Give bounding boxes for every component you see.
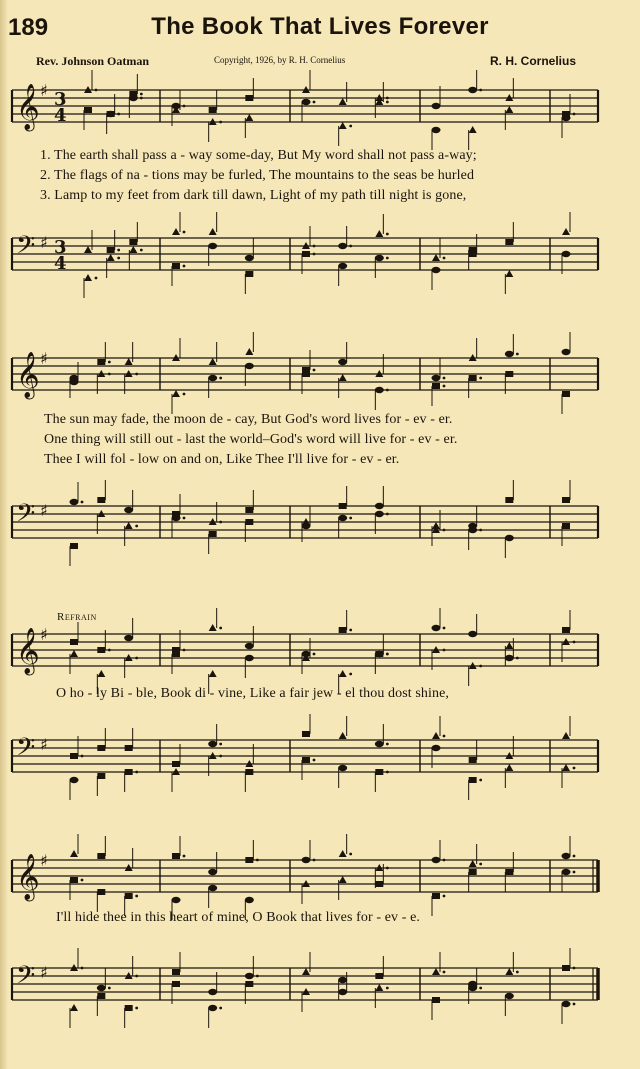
shape-note-head bbox=[469, 777, 477, 783]
shape-note-head bbox=[84, 107, 92, 113]
augmentation-dot bbox=[256, 975, 259, 978]
augmentation-dot bbox=[516, 657, 519, 660]
bass-staff bbox=[10, 958, 600, 1018]
augmentation-dot bbox=[117, 113, 120, 116]
shape-note-head bbox=[172, 103, 181, 109]
shape-note-head bbox=[209, 228, 217, 235]
hymn-title: The Book That Lives Forever bbox=[151, 13, 489, 40]
augmentation-dot bbox=[219, 377, 222, 380]
augmentation-dot bbox=[386, 389, 389, 392]
shape-note-head bbox=[245, 507, 253, 513]
shape-note-head bbox=[505, 270, 513, 277]
shape-note-head bbox=[302, 99, 311, 105]
refrain-label: Refrain bbox=[57, 611, 97, 623]
shape-note-head bbox=[432, 103, 441, 109]
shape-note-head bbox=[505, 968, 513, 975]
shape-note-head bbox=[432, 745, 441, 751]
augmentation-dot bbox=[183, 855, 186, 858]
shape-note-head bbox=[245, 519, 253, 525]
shape-note-head bbox=[97, 745, 105, 751]
shape-note-head bbox=[245, 114, 253, 121]
augmentation-dot bbox=[349, 517, 352, 520]
augmentation-dot bbox=[219, 521, 222, 524]
augmentation-dot bbox=[183, 265, 186, 268]
augmentation-dot bbox=[140, 97, 143, 100]
augmentation-dot bbox=[108, 987, 111, 990]
shape-note-head bbox=[124, 635, 133, 641]
shape-note-head bbox=[432, 127, 441, 133]
sharp-icon: ♯ bbox=[40, 963, 48, 982]
shape-note-head bbox=[505, 371, 513, 377]
augmentation-dot bbox=[313, 759, 316, 762]
shape-note-head bbox=[339, 374, 347, 381]
shape-note-head bbox=[339, 503, 347, 509]
shape-note-head bbox=[432, 254, 440, 261]
shape-note-head bbox=[302, 651, 311, 657]
verse-3-line-1: 3. Lamp to my feet from dark till dawn, Light of my path till night is gone, bbox=[40, 188, 467, 203]
shape-note-head bbox=[432, 625, 441, 631]
sharp-icon: ♯ bbox=[40, 625, 48, 644]
shape-note-head bbox=[505, 642, 513, 649]
augmentation-dot bbox=[443, 649, 446, 652]
bass-clef-icon: 𝄢 bbox=[16, 961, 36, 996]
shape-note-head bbox=[208, 243, 217, 249]
shape-note-head bbox=[97, 359, 105, 365]
augmentation-dot bbox=[135, 373, 138, 376]
augmentation-dot bbox=[135, 1007, 138, 1010]
augmentation-dot bbox=[313, 253, 316, 256]
shape-note-head bbox=[208, 989, 217, 995]
augmentation-dot bbox=[313, 369, 316, 372]
augmentation-dot bbox=[479, 665, 482, 668]
shape-note-head bbox=[432, 522, 440, 529]
shape-note-head bbox=[245, 643, 254, 649]
shape-note-head bbox=[245, 255, 254, 261]
verse-3-line-2: Thee I will fol - low on and on, Like Thee I'll live for - ev - er. bbox=[44, 452, 400, 467]
shape-note-head bbox=[375, 769, 383, 775]
sharp-icon: ♯ bbox=[40, 851, 48, 870]
augmentation-dot bbox=[349, 853, 352, 856]
treble-clef-icon: 𝄞 bbox=[16, 352, 40, 398]
shape-note-head bbox=[505, 655, 514, 661]
augmentation-dot bbox=[386, 987, 389, 990]
shape-note-head bbox=[338, 359, 347, 365]
shape-note-head bbox=[375, 387, 384, 393]
shape-note-head bbox=[562, 764, 570, 771]
shape-note-head bbox=[70, 650, 78, 657]
time-signature-top: 3 bbox=[54, 89, 67, 110]
shape-note-head bbox=[125, 893, 133, 899]
shape-note-head bbox=[129, 239, 137, 245]
shape-note-head bbox=[209, 358, 217, 365]
augmentation-dot bbox=[386, 867, 389, 870]
shape-note-head bbox=[468, 981, 477, 987]
shape-note-head bbox=[338, 515, 347, 521]
shape-note-head bbox=[172, 228, 180, 235]
augmentation-dot bbox=[573, 1003, 576, 1006]
augmentation-dot bbox=[219, 121, 222, 124]
augmentation-dot bbox=[219, 743, 222, 746]
augmentation-dot bbox=[573, 967, 576, 970]
shape-note-head bbox=[245, 973, 254, 979]
augmentation-dot bbox=[573, 641, 576, 644]
shape-note-head bbox=[505, 351, 514, 357]
augmentation-dot bbox=[183, 105, 186, 108]
bass-clef-icon: 𝄢 bbox=[16, 231, 36, 266]
shape-note-head bbox=[469, 757, 477, 763]
augmentation-dot bbox=[219, 1007, 222, 1010]
shape-note-head bbox=[97, 670, 105, 677]
augmentation-dot bbox=[443, 377, 446, 380]
shape-note-head bbox=[245, 769, 253, 775]
augmentation-dot bbox=[117, 249, 120, 252]
shape-note-head bbox=[469, 869, 477, 875]
shape-note-head bbox=[562, 115, 571, 121]
refrain-line-1: O ho - ly Bi - ble, Book di - vine, Like a fair jew - el thou dost shine, bbox=[56, 686, 450, 701]
shape-note-head bbox=[302, 857, 311, 863]
treble-staff bbox=[10, 624, 600, 684]
augmentation-dot bbox=[573, 871, 576, 874]
shape-note-head bbox=[70, 753, 78, 759]
composer: R. H. Cornelius bbox=[489, 54, 576, 68]
augmentation-dot bbox=[135, 895, 138, 898]
augmentation-dot bbox=[479, 89, 482, 92]
treble-staff bbox=[10, 850, 600, 910]
shape-note-head bbox=[208, 869, 217, 875]
augmentation-dot bbox=[386, 101, 389, 104]
shape-note-head bbox=[375, 881, 383, 887]
shape-note-head bbox=[209, 624, 217, 631]
shape-note-head bbox=[432, 857, 441, 863]
shape-note-head bbox=[125, 745, 133, 751]
augmentation-dot bbox=[95, 89, 98, 92]
shape-note-head bbox=[505, 497, 513, 503]
shape-note-head bbox=[97, 889, 105, 895]
shape-note-head bbox=[106, 111, 115, 117]
augmentation-dot bbox=[135, 771, 138, 774]
augmentation-dot bbox=[386, 257, 389, 260]
shape-note-head bbox=[375, 984, 383, 991]
augmentation-dot bbox=[140, 93, 143, 96]
shape-note-head bbox=[562, 869, 571, 875]
augmentation-dot bbox=[81, 967, 84, 970]
shape-note-head bbox=[505, 764, 513, 771]
augmentation-dot bbox=[135, 525, 138, 528]
augmentation-dot bbox=[573, 767, 576, 770]
shape-note-head bbox=[505, 993, 514, 999]
augmentation-dot bbox=[386, 97, 389, 100]
credits-line bbox=[36, 54, 576, 70]
augmentation-dot bbox=[443, 735, 446, 738]
shape-note-head bbox=[84, 246, 92, 253]
sharp-icon: ♯ bbox=[40, 735, 48, 754]
shape-note-head bbox=[107, 254, 115, 261]
shape-note-head bbox=[70, 1004, 78, 1011]
verse-1-line-1: 1. The earth shall pass a - way some-day, But My word shall not pass a-way; bbox=[40, 148, 477, 163]
augmentation-dot bbox=[573, 113, 576, 116]
shape-note-head bbox=[209, 531, 217, 537]
shape-note-head bbox=[70, 777, 79, 783]
augmentation-dot bbox=[386, 513, 389, 516]
augmentation-dot bbox=[117, 257, 120, 260]
shape-note-head bbox=[562, 251, 571, 257]
augmentation-dot bbox=[81, 755, 84, 758]
shape-note-head bbox=[172, 897, 181, 903]
augmentation-dot bbox=[108, 649, 111, 652]
shape-note-head bbox=[469, 126, 477, 133]
augmentation-dot bbox=[183, 649, 186, 652]
shape-note-head bbox=[245, 857, 253, 863]
shape-note-head bbox=[339, 122, 347, 129]
augmentation-dot bbox=[313, 245, 316, 248]
treble-staff bbox=[10, 80, 600, 140]
shape-note-head bbox=[70, 543, 78, 549]
shape-note-head bbox=[375, 503, 384, 509]
augmentation-dot bbox=[479, 779, 482, 782]
shape-note-head bbox=[125, 522, 133, 529]
hymn-number: 189 bbox=[8, 14, 49, 41]
augmentation-dot bbox=[479, 529, 482, 532]
refrain-line-2: I'll hide thee in this heart of mine, O Book that lives for - ev - e. bbox=[56, 910, 420, 925]
augmentation-dot bbox=[140, 249, 143, 252]
shape-note-head bbox=[505, 869, 513, 875]
shape-note-head bbox=[505, 239, 513, 245]
shape-note-head bbox=[172, 263, 180, 269]
shape-note-head bbox=[208, 741, 217, 747]
shape-note-head bbox=[432, 968, 440, 975]
shape-note-head bbox=[562, 853, 571, 859]
augmentation-dot bbox=[479, 377, 482, 380]
shape-note-head bbox=[302, 731, 310, 737]
shape-note-head bbox=[302, 371, 310, 377]
sharp-icon: ♯ bbox=[40, 501, 48, 520]
augmentation-dot bbox=[313, 653, 316, 656]
shape-note-head bbox=[84, 274, 92, 281]
shape-note-head bbox=[338, 765, 347, 771]
shape-note-head bbox=[432, 375, 441, 381]
shape-note-head bbox=[125, 769, 133, 775]
verse-2-line-2: One thing will still out - last the world–God's word will live for - ev - er. bbox=[44, 432, 458, 447]
augmentation-dot bbox=[108, 373, 111, 376]
shape-note-head bbox=[375, 511, 384, 517]
copyright-notice: Copyright, 1926, by R. H. Cornelius bbox=[214, 55, 346, 65]
augmentation-dot bbox=[349, 125, 352, 128]
shape-note-head bbox=[172, 390, 180, 397]
augmentation-dot bbox=[313, 101, 316, 104]
augmentation-dot bbox=[183, 231, 186, 234]
shape-note-head bbox=[97, 985, 106, 991]
augmentation-dot bbox=[386, 743, 389, 746]
shape-note-head bbox=[562, 523, 570, 529]
augmentation-dot bbox=[108, 361, 111, 364]
shape-note-head bbox=[245, 655, 254, 661]
page-binding-edge bbox=[0, 0, 8, 1069]
shape-note-head bbox=[208, 1005, 217, 1011]
bass-clef-icon: 𝄢 bbox=[16, 499, 36, 534]
augmentation-dot bbox=[386, 233, 389, 236]
shape-note-head bbox=[97, 647, 105, 653]
shape-note-head bbox=[302, 968, 310, 975]
shape-note-head bbox=[124, 507, 133, 513]
bass-staff bbox=[10, 730, 600, 790]
shape-note-head bbox=[339, 876, 347, 883]
augmentation-dot bbox=[443, 257, 446, 260]
augmentation-dot bbox=[183, 393, 186, 396]
shape-note-head bbox=[70, 639, 78, 645]
shape-note-head bbox=[562, 1001, 571, 1007]
augmentation-dot bbox=[516, 971, 519, 974]
shape-note-head bbox=[172, 981, 180, 987]
augmentation-dot bbox=[573, 855, 576, 858]
augmentation-dot bbox=[219, 627, 222, 630]
shape-note-head bbox=[375, 973, 383, 979]
treble-clef-icon: 𝄞 bbox=[16, 854, 40, 900]
augmentation-dot bbox=[219, 755, 222, 758]
bass-clef-icon: 𝄢 bbox=[16, 733, 36, 768]
shape-note-head bbox=[339, 627, 347, 633]
verse-1-line-2: The sun may fade, the moon de - cay, But God's word lives for - ev - er. bbox=[44, 412, 453, 427]
shape-note-head bbox=[125, 1005, 133, 1011]
augmentation-dot bbox=[443, 529, 446, 532]
shape-note-head bbox=[468, 527, 477, 533]
shape-note-head bbox=[339, 732, 347, 739]
shape-note-head bbox=[172, 651, 180, 657]
shape-note-head bbox=[469, 860, 477, 867]
shape-note-head bbox=[338, 243, 347, 249]
shape-note-head bbox=[562, 965, 570, 971]
shape-note-head bbox=[172, 969, 180, 975]
augmentation-dot bbox=[95, 277, 98, 280]
shape-note-head bbox=[245, 348, 253, 355]
shape-note-head bbox=[70, 499, 79, 505]
shape-note-head bbox=[107, 247, 115, 253]
shape-note-head bbox=[208, 885, 217, 891]
shape-note-head bbox=[375, 255, 384, 261]
shape-note-head bbox=[245, 271, 253, 277]
shape-note-head bbox=[245, 897, 254, 903]
shape-note-head bbox=[468, 631, 477, 637]
shape-note-head bbox=[70, 375, 79, 381]
shape-note-head bbox=[302, 757, 310, 763]
time-signature-bottom: 4 bbox=[54, 253, 67, 274]
shape-note-head bbox=[209, 107, 217, 113]
bass-staff bbox=[10, 228, 600, 288]
augmentation-dot bbox=[349, 245, 352, 248]
augmentation-dot bbox=[349, 673, 352, 676]
augmentation-dot bbox=[81, 501, 84, 504]
shape-note-head bbox=[562, 497, 570, 503]
sharp-icon: ♯ bbox=[40, 233, 48, 252]
shape-note-head bbox=[375, 230, 383, 237]
shape-note-head bbox=[70, 850, 78, 857]
shape-note-head bbox=[562, 732, 570, 739]
shape-note-head bbox=[302, 251, 310, 257]
augmentation-dot bbox=[386, 653, 389, 656]
shape-note-head bbox=[432, 997, 440, 1003]
shape-note-head bbox=[375, 651, 383, 657]
shape-note-head bbox=[125, 358, 133, 365]
shape-note-head bbox=[70, 877, 78, 883]
shape-note-head bbox=[469, 375, 477, 381]
shape-note-head bbox=[339, 670, 347, 677]
shape-note-head bbox=[97, 497, 105, 503]
shape-note-head bbox=[129, 95, 138, 101]
shape-note-head bbox=[97, 853, 105, 859]
augmentation-dot bbox=[135, 975, 138, 978]
shape-note-head bbox=[505, 535, 514, 541]
augmentation-dot bbox=[443, 385, 446, 388]
shape-note-head bbox=[245, 95, 253, 101]
treble-clef-icon: 𝄞 bbox=[16, 84, 40, 130]
augmentation-dot bbox=[386, 771, 389, 774]
shape-note-head bbox=[375, 741, 384, 747]
shape-note-head bbox=[97, 773, 105, 779]
shape-note-head bbox=[172, 853, 180, 859]
augmentation-dot bbox=[443, 895, 446, 898]
augmentation-dot bbox=[443, 859, 446, 862]
author: Rev. Johnson Oatman bbox=[36, 54, 150, 68]
augmentation-dot bbox=[183, 517, 186, 520]
shape-note-head bbox=[468, 87, 477, 93]
verse-2-line-1: 2. The flags of na - tions may be furled, The mountains to the seas be hurled bbox=[40, 168, 475, 183]
augmentation-dot bbox=[516, 353, 519, 356]
shape-note-head bbox=[208, 375, 217, 381]
shape-note-head bbox=[338, 977, 347, 983]
augmentation-dot bbox=[135, 657, 138, 660]
time-signature-bottom: 4 bbox=[54, 105, 67, 126]
shape-note-head bbox=[469, 247, 477, 253]
shape-note-head bbox=[209, 670, 217, 677]
shape-note-head bbox=[562, 627, 570, 633]
shape-note-head bbox=[245, 363, 254, 369]
augmentation-dot bbox=[313, 859, 316, 862]
shape-note-head bbox=[172, 761, 180, 767]
augmentation-dot bbox=[479, 987, 482, 990]
bass-staff bbox=[10, 496, 600, 556]
treble-clef-icon: 𝄞 bbox=[16, 628, 40, 674]
augmentation-dot bbox=[443, 971, 446, 974]
shape-note-head bbox=[339, 850, 347, 857]
augmentation-dot bbox=[349, 629, 352, 632]
shape-note-head bbox=[129, 246, 137, 253]
sharp-icon: ♯ bbox=[40, 81, 48, 100]
augmentation-dot bbox=[479, 863, 482, 866]
augmentation-dot bbox=[256, 859, 259, 862]
augmentation-dot bbox=[81, 879, 84, 882]
shape-note-head bbox=[505, 106, 513, 113]
shape-note-head bbox=[432, 267, 441, 273]
shape-note-head bbox=[338, 989, 347, 995]
shape-note-head bbox=[432, 893, 440, 899]
sharp-icon: ♯ bbox=[40, 349, 48, 368]
shape-note-head bbox=[562, 349, 571, 355]
shape-note-head bbox=[245, 981, 253, 987]
augmentation-dot bbox=[443, 627, 446, 630]
shape-note-head bbox=[432, 732, 440, 739]
shape-note-head bbox=[338, 263, 347, 269]
shape-note-head bbox=[432, 383, 440, 389]
treble-staff bbox=[10, 348, 600, 408]
time-signature-top: 3 bbox=[54, 237, 67, 258]
shape-note-head bbox=[97, 993, 105, 999]
shape-note-head bbox=[339, 98, 347, 105]
shape-note-head bbox=[562, 391, 570, 397]
shape-note-head bbox=[172, 515, 181, 521]
shape-note-head bbox=[562, 228, 570, 235]
